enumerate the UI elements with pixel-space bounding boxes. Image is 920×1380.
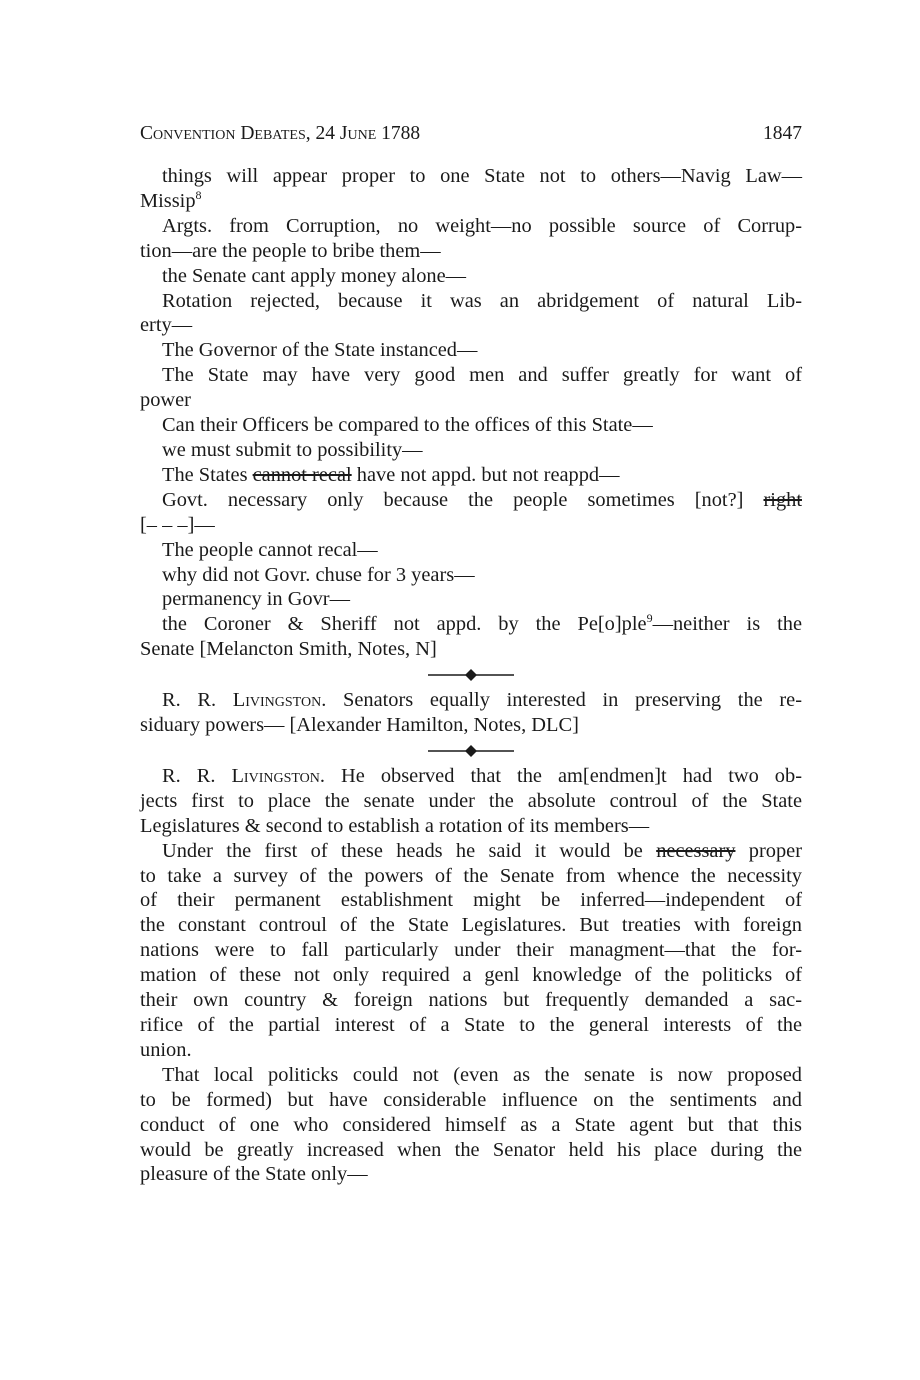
text-line: permanency in Govr—	[162, 588, 350, 611]
diamond-ornament-icon	[428, 668, 514, 682]
page-number: 1847	[763, 123, 802, 144]
text-line: conduct of one who considered himself as a State agent but that this	[140, 1113, 802, 1136]
text-line: would be greatly increased when the Senator held his place during the	[140, 1138, 802, 1161]
text-line: union.	[140, 1038, 192, 1061]
diamond-ornament-icon	[428, 744, 514, 758]
text-line: siduary powers— [Alexander Hamilton, Notes, DLC]	[140, 714, 579, 737]
text-line: The Governor of the State instanced—	[162, 339, 478, 362]
smith-notes	[140, 164, 802, 662]
section-divider	[140, 738, 802, 764]
struck-text: right	[763, 488, 802, 511]
text-line: Rotation rejected, because it was an abridgement of natural Lib-	[162, 289, 802, 312]
text-line: Govt. necessary only because the people sometimes [not?] right	[162, 488, 802, 511]
text-line: That local politicks could not (even as the senate is now proposed	[162, 1063, 802, 1086]
text-line: tion—are the people to bribe them—	[140, 239, 441, 262]
text-line: the Coroner & Sheriff not appd. by the Pe[o]ple$^9$—neither is the	[162, 611, 802, 636]
speaker-name: R. R. Livingston	[162, 689, 322, 712]
text-line: pleasure of the State only—	[140, 1163, 368, 1186]
text-line: why did not Govr. chuse for 3 years—	[162, 563, 475, 586]
text-line: Argts. from Corruption, no weight—no possible source of Corrup-	[162, 214, 802, 237]
text-line: Can their Officers be compared to the offices of this State—	[162, 414, 653, 437]
text-line: The State may have very good men and suffer greatly for want of	[162, 364, 802, 387]
text-line: rifice of the partial interest of a State to the general interests of the	[140, 1014, 802, 1036]
text-line: the constant controul of the State Legislatures. But treaties with foreign	[140, 914, 802, 937]
struck-text: necessary	[656, 839, 736, 862]
livingston-hamilton-notes	[140, 688, 802, 738]
text-line: nations were to fall particularly under their managment—that the for-	[140, 939, 802, 962]
text-line: Under the first of these heads he said it would be necessary proper	[162, 839, 802, 862]
text-line: mation of these not only required a genl knowledge of the politicks of	[140, 964, 802, 987]
text-line: R. R. Livingston. Senators equally interested in preserving the re-	[162, 689, 803, 712]
text-line: The people cannot recal—	[162, 538, 378, 561]
text-line: The States cannot recal have not appd. but not reappd—	[162, 463, 620, 486]
speaker-name: R. R. Livingston	[162, 764, 320, 787]
footnote-marker[interactable]: 8	[195, 188, 202, 203]
text-line: of their permanent establishment might be inferred—independent of	[140, 889, 802, 912]
struck-text: cannot recal	[252, 463, 352, 486]
text-line: things will appear proper to one State not to others—Navig Law—	[162, 165, 802, 187]
text-line: to take a survey of the powers of the Senate from whence the necessity	[140, 864, 802, 887]
text-line: jects first to place the senate under the absolute controul of the State	[140, 789, 802, 812]
text-line: their own country & foreign nations but frequently demanded a sac-	[140, 989, 802, 1012]
text-line: power	[140, 389, 191, 412]
running-header	[140, 120, 802, 148]
text-line: Legislatures & second to establish a rotation of its members—	[140, 814, 650, 837]
document-page	[140, 120, 802, 1187]
text-line: [– – –]—	[140, 513, 215, 536]
text-line: R. R. Livingston. He observed that the am[endmen]t had two ob-	[162, 764, 802, 787]
footnote-marker[interactable]: 9	[646, 611, 653, 626]
running-title: Convention Debates, 24 June 1788	[140, 123, 421, 144]
text-line: Senate [Melancton Smith, Notes, N]	[140, 638, 437, 661]
text-line: Missip$^8$	[140, 188, 202, 212]
text-line: we must submit to possibility—	[162, 438, 423, 461]
text-line: the Senate cant apply money alone—	[162, 264, 467, 287]
section-divider	[140, 662, 802, 688]
livingston-speech	[140, 764, 802, 1187]
text-line: to be formed) but have considerable influence on the sentiments and	[140, 1088, 802, 1111]
text-line: erty—	[140, 314, 193, 337]
